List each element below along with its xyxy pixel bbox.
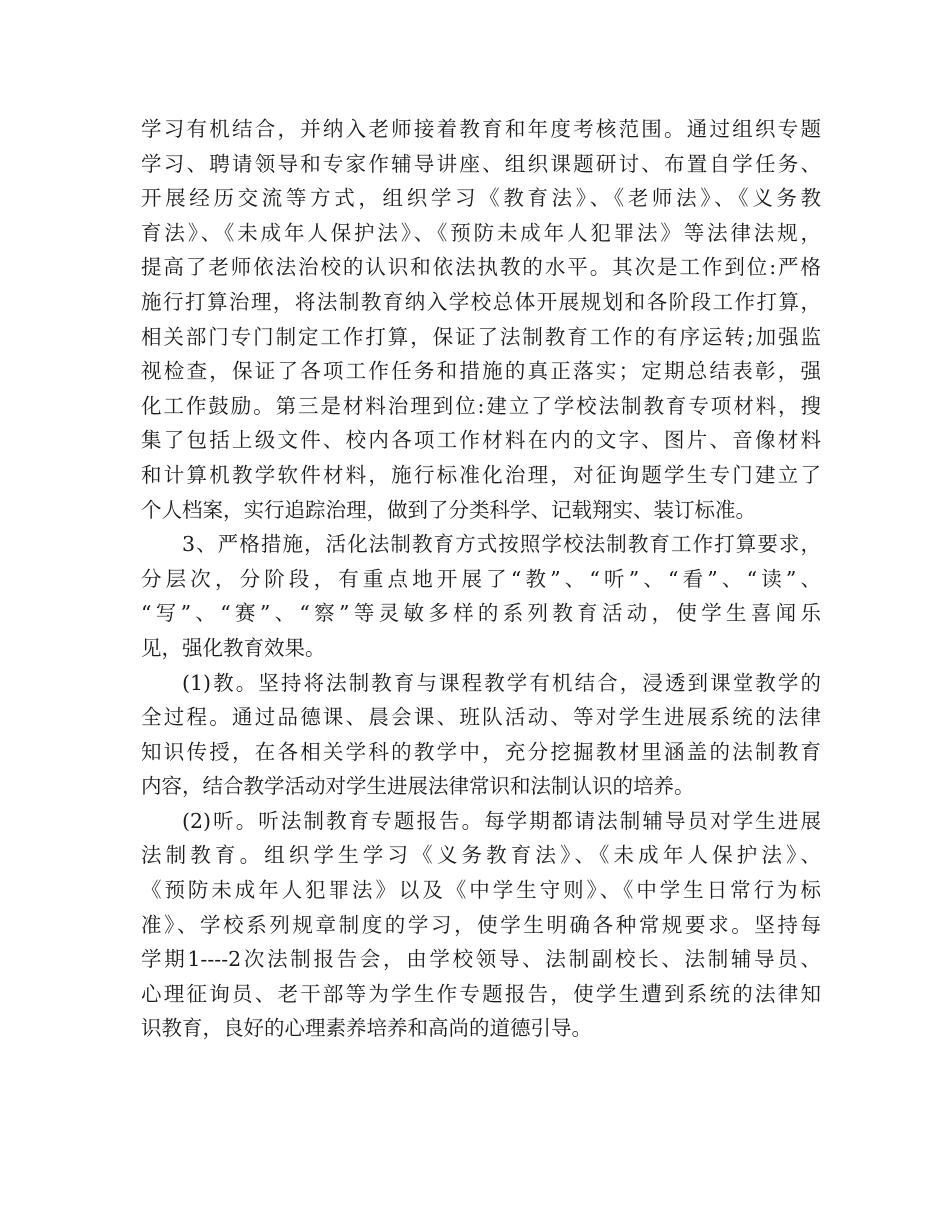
text-line: 学习、聘请领导和专家作辅导讲座、组织课题研讨、布置自学任务、 bbox=[141, 151, 821, 176]
text-line: 提高了老师依法治校的认识和依法执教的水平。其次是工作到位:严格 bbox=[141, 255, 821, 280]
text-line: 准》、学校系列规章制度的学习，使学生明确各种常规要求。坚持每 bbox=[141, 912, 821, 937]
text-line: 知识传授，在各相关学科的教学中，充分挖掘教材里涵盖的法制教育 bbox=[141, 739, 821, 764]
text-line: 个人档案，实行追踪治理，做到了分类科学、记载翔实、装订标准。 bbox=[141, 497, 756, 522]
text-line: 识教育，良好的心理素养培养和高尚的道德引导。 bbox=[141, 1016, 592, 1041]
text-line: 全过程。通过品德课、晨会课、班队活动、等对学生进展系统的法律 bbox=[141, 705, 821, 730]
text-line: (1)教。坚持将法制教育与课程教学有机结合，浸透到课堂教学的 bbox=[182, 670, 821, 695]
text-line: 相关部门专门制定工作打算，保证了法制教育工作的有序运转;加强监 bbox=[141, 324, 821, 349]
text-line: 化工作鼓励。第三是材料治理到位:建立了学校法制教育专项材料，搜 bbox=[141, 393, 821, 418]
text-line: 《预防未成年人犯罪法》以及《中学生守则》、《中学生日常行为标 bbox=[141, 878, 821, 903]
text-line: 见，强化教育效果。 bbox=[141, 635, 326, 660]
text-line: 和计算机教学软件材料，施行标准化治理，对征询题学生专门建立了 bbox=[141, 462, 821, 487]
text-line: (2)听。听法制教育专题报告。每学期都请法制辅导员对学生进展 bbox=[182, 808, 821, 833]
text-line: 内容，结合教学活动对学生进展法律常识和法制认识的培养。 bbox=[141, 774, 695, 799]
text-line: “写”、“赛”、“察”等灵敏多样的系列教育活动，使学生喜闻乐 bbox=[141, 601, 821, 626]
text-line: 学期1----2次法制报告会，由学校领导、法制副校长、法制辅导员、 bbox=[141, 947, 821, 972]
text-line: 开展经历交流等方式，组织学习《教育法》、《老师法》、《义务教 bbox=[141, 186, 821, 211]
text-line: 集了包括上级文件、校内各项工作材料在内的文字、图片、音像材料 bbox=[141, 428, 821, 453]
text-line: 学习有机结合，并纳入老师接着教育和年度考核范围。通过组织专题 bbox=[141, 117, 821, 141]
text-line: 视检查，保证了各项工作任务和措施的真正落实；定期总结表彰，强 bbox=[141, 359, 821, 384]
text-line: 法制教育。组织学生学习《义务教育法》、《未成年人保护法》、 bbox=[141, 843, 821, 868]
text-line: 3、严格措施，活化法制教育方式按照学校法制教育工作打算要求， bbox=[182, 532, 821, 557]
body-text bbox=[141, 112, 821, 1046]
text-line: 心理征询员、老干部等为学生作专题报告，使学生遭到系统的法律知 bbox=[141, 981, 821, 1006]
text-line: 施行打算治理，将法制教育纳入学校总体开展规划和各阶段工作打算， bbox=[141, 289, 821, 314]
text-line: 分层次，分阶段，有重点地开展了“教”、“听”、“看”、“读”、 bbox=[141, 566, 821, 591]
text-line: 育法》、《未成年人保护法》、《预防未成年人犯罪法》等法律法规， bbox=[141, 220, 821, 245]
